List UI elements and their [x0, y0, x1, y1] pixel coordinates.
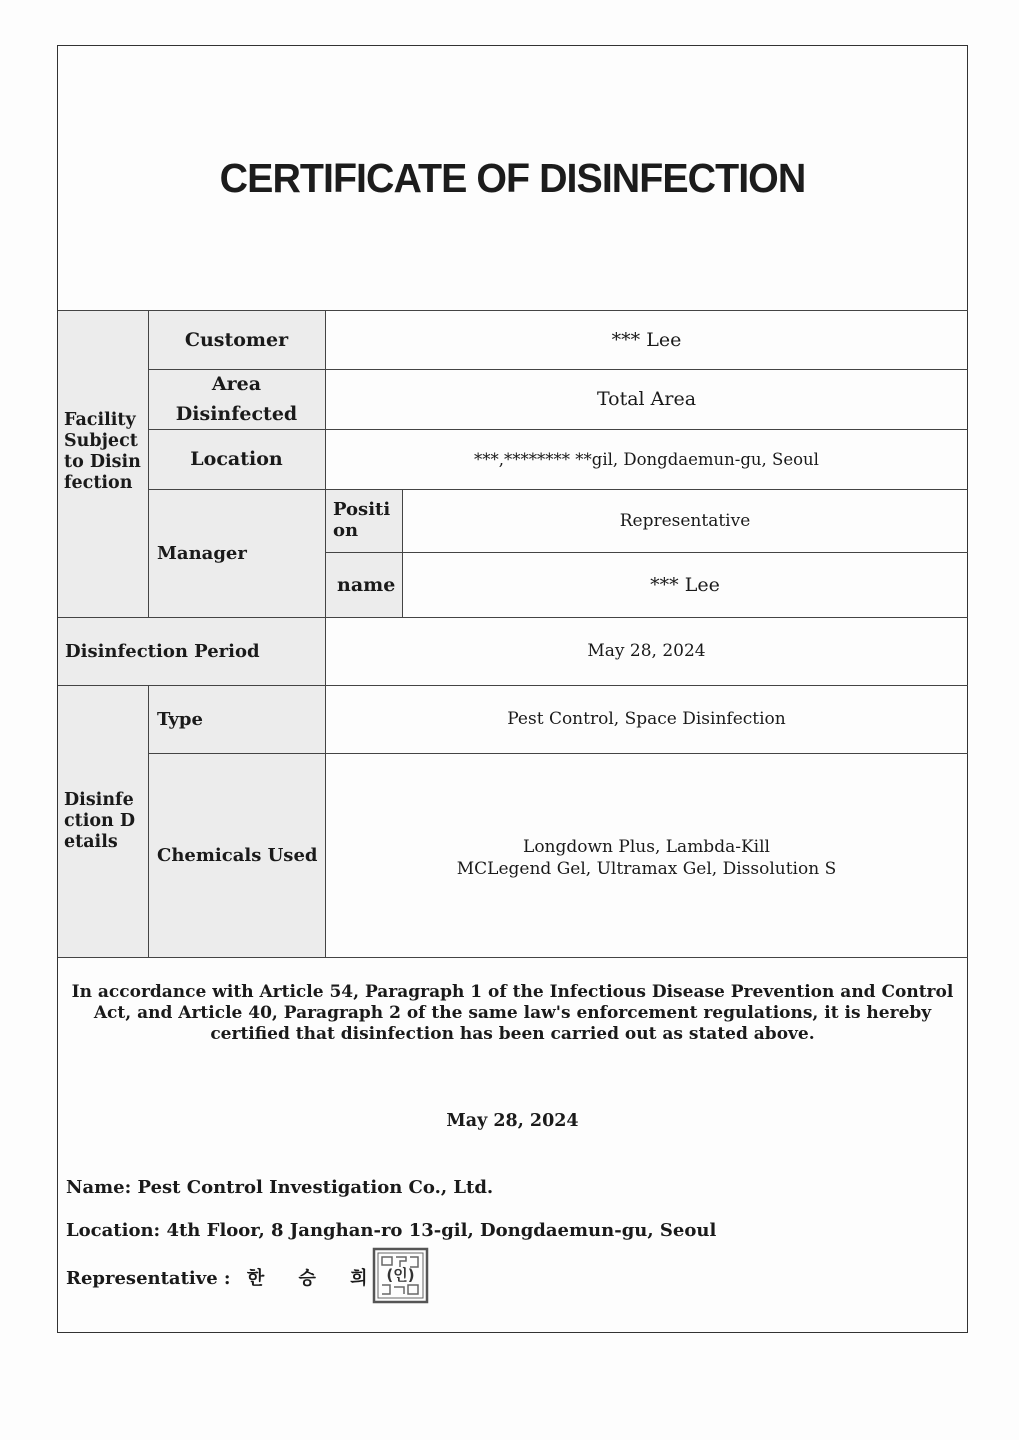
representative-name: 한 승 희	[246, 1268, 382, 1289]
manager-label: Manager	[157, 542, 247, 564]
facility-section-label: Facility Subject to Disinfection	[64, 410, 141, 493]
period-label: Disinfection Period	[65, 640, 260, 662]
type-label: Type	[157, 708, 203, 730]
grid-line	[58, 957, 968, 958]
position-label: Position	[333, 499, 391, 541]
issue-date: May 28, 2024	[446, 1111, 579, 1131]
certification-statement: In accordance with Article 54, Paragraph 1 of the Infectious Disease Prevention and Control Act, and Article 40, Paragraph 2 of the same law's enforcement regulations, it is hereby certified that disinfection has been carried out as stated above.	[71, 982, 954, 1044]
area-label: Area Disinfected	[175, 373, 298, 425]
chemicals-line-1: Longdown Plus, Lambda-Kill	[523, 837, 770, 857]
issuer-name-line	[66, 1177, 493, 1198]
name-label: name	[337, 573, 396, 596]
location-label: Location	[190, 448, 283, 470]
issuer-name-label: Name:	[66, 1177, 132, 1198]
grid-line	[148, 753, 968, 754]
issuer-location-label: Location:	[66, 1220, 161, 1241]
representative-label: Representative :	[66, 1268, 231, 1289]
chemicals-label: Chemicals Used	[157, 844, 318, 866]
company-seal-stamp	[372, 1247, 429, 1304]
issuer-location-line	[66, 1220, 716, 1241]
representative-line	[66, 1264, 382, 1290]
issuer-location-value: 4th Floor, 8 Janghan-ro 13-gil, Dongdaemun-gu, Seoul	[166, 1220, 717, 1241]
type-value: Pest Control, Space Disinfection	[507, 709, 786, 729]
period-value: May 28, 2024	[587, 641, 706, 661]
location-value: ***,******** **gil, Dongdaemun-gu, Seoul	[474, 449, 819, 469]
grid-line	[148, 685, 149, 957]
chemicals-line-2: MCLegend Gel, Ultramax Gel, Dissolution S	[456, 859, 837, 879]
area-value: Total Area	[596, 388, 697, 410]
svg-text:(인): (인)	[386, 1266, 415, 1284]
customer-value: *** Lee	[611, 329, 682, 351]
chemicals-value	[325, 823, 968, 893]
details-section-label: Disinfection Details	[64, 790, 136, 852]
name-value: *** Lee	[650, 573, 720, 596]
certificate-title: CERTIFICATE OF DISINFECTION	[219, 155, 806, 201]
issuer-name-value: Pest Control Investigation Co., Ltd.	[137, 1177, 494, 1198]
customer-label: Customer	[184, 329, 289, 351]
position-value: Representative	[619, 510, 751, 531]
